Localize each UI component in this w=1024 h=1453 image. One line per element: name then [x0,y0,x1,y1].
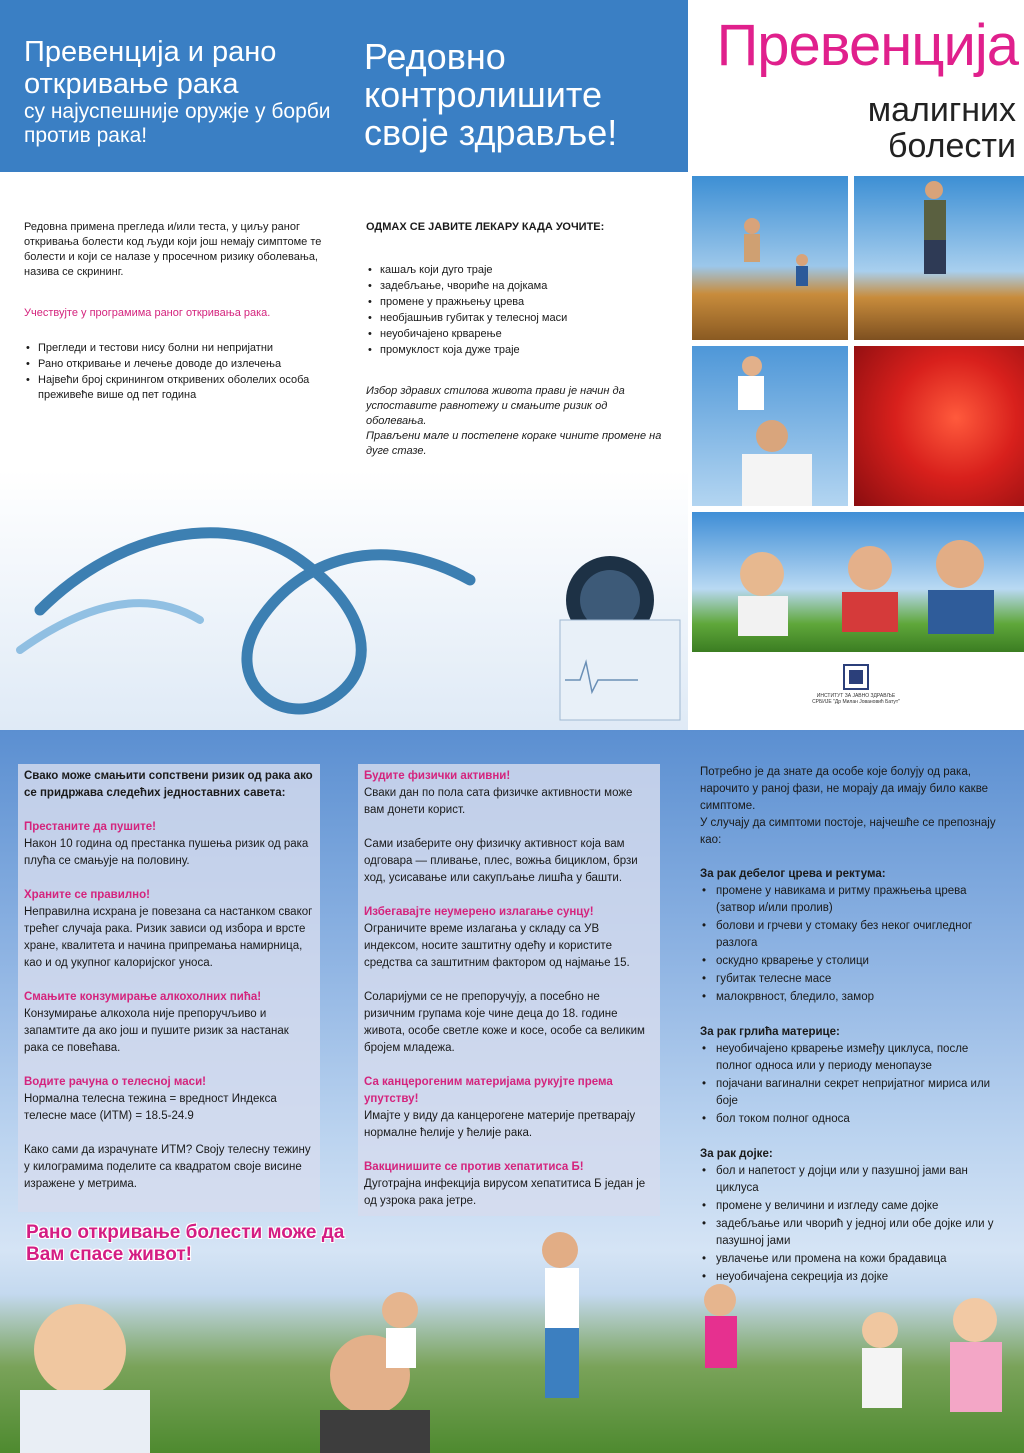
family-on-grass-photo [692,512,1024,652]
stethoscope-image [0,470,688,730]
tip-body: Нормална телесна тежина = вредност Индекса телесне масе (ИТМ) = 18.5-24.9 [24,1093,277,1122]
list-item: • неуобичајено крварење између циклуса, после полног односа или у периоду менопаузе [700,1041,1006,1075]
tip-title: Престаните да пушите! [24,821,156,833]
institute-logo [812,664,900,705]
lifestyle-note: Избор здравих стилова живота прави је начин да успоставите равнотежу и смањите ризик од оболевања. [366,385,625,427]
blue-header-band [0,0,688,172]
list-item: • болови и грчеви у стомаку без неког очигледног разлога [700,918,1006,952]
tip-title: Храните се правилно! [24,889,150,901]
headline-center: Редовно контролишите своје здравље! [364,36,618,153]
symptom-list [700,1163,1006,1286]
list-item: • бол и напетост у дојци или у пазушној јами ван циклуса [700,1163,1006,1197]
list-item: • бол током полног односа [700,1111,1006,1128]
tip-section [364,836,654,887]
tip-title: Вакцинишите се против хепатитиса Б! [364,1161,584,1173]
headline-left-main: Превенција и рано откривање рака [24,36,277,100]
tip-body: Сваки дан по пола сата физичке активности може вам донети корист. [364,787,633,816]
tip-title: Водите рачуна о телесној маси! [24,1076,206,1088]
warning-bullets [366,263,666,358]
tip-section [364,989,654,1057]
healthy-habits-panel [358,764,660,1216]
screening-column [24,220,324,404]
tip-section [24,819,314,870]
screening-callout: Учествујте у програмима раног откривања рака. [24,307,271,319]
tip-title: Смањите конзумирање алкохолних пића! [24,991,262,1003]
list-item: • кашаљ који дуго траје [366,263,666,278]
list-item: • промуклост која дуже траје [366,343,666,358]
warning-signs-column [366,220,666,459]
family-jumping-photo [692,176,848,340]
risk-reduction-header: Свако може смањити сопствени ризик од рака ако се придржава следећих једноставних савета: [24,770,313,799]
list-item: • промене у величини и изгледу саме дојке [700,1198,1006,1215]
list-item: • задебљање или чворић у једној или обе дојке или у пазушној јами [700,1216,1006,1250]
tip-body: Ограничите време излагања у складу са УВ индексом, носите заштитну одећу и користите средства са заштитним фактором од најмање 15. [364,923,630,969]
symptom-group-title: За рак дојке: [700,1148,773,1160]
list-item: • промене у пражњењу црева [366,295,666,310]
symptoms-intro-2: У случају да симптоми постоје, најчешће се препознају као: [700,817,996,846]
tip-body: Конзумирање алкохола није препоручљиво и запамтите да ако још и пушите ризик за настанак рака се повећава. [24,1008,289,1054]
symptom-list [700,1041,1006,1128]
symptoms-intro: Потребно је да знате да особе које болују од рака, нарочито у раној фази, не морају да имају било какве симптоме. [700,766,989,812]
red-fruit-photo [854,346,1024,506]
list-item: • Прегледи и тестови нису болни ни непријатни [24,341,324,356]
slogan: Рано откривање болести може да Вам спасе живот! [26,1222,345,1265]
brochure-subtitle: малигних болести [867,91,1016,165]
symptoms-column [700,764,1006,1287]
tip-section [364,1074,654,1142]
tip-body: Неправилна исхрана је повезана са настанком сваког трећег случаја рака. Ризик зависи од избора и врсте хране, квалитета и начина припремања намирница, као и од укупног калоријског уноса. [24,906,313,969]
tip-body: Дуготрајна инфекција вирусом хепатитиса Б један је од узрока рака јетре. [364,1178,646,1207]
symptom-list [700,883,1006,1006]
father-lifting-child-photo [692,346,848,506]
screening-intro: Редовна примена прегледа и/или теста, у циљу раног откривања болести код људи који још немају симптоме те болести и који се налазе у просечном ризику оболевања, назива се скрининг. [24,221,322,278]
list-item: • Највећи број скринингом откривених оболелих особа преживеће више од пет година [24,373,324,403]
tip-section [24,1074,314,1125]
tip-title: Будите физички активни! [364,770,511,782]
list-item: • задебљање, чвориће на дојкама [366,279,666,294]
list-item: • неуобичајено крварење [366,327,666,342]
symptom-group-title: За рак грлића материце: [700,1026,840,1038]
warning-caption: ОДМАХ СЕ ЈАВИТЕ ЛЕКАРУ КАДА УОЧИТЕ: [366,221,605,233]
tip-section [24,989,314,1057]
institute-emblem-icon [843,664,869,690]
tip-section [364,904,654,972]
tip-body: Сами изаберите ону физичку активност која вам одговара — пливање, плес, вожња бициклом, брзи ход, усисавање или сакупљање лишћа у башти. [364,838,638,884]
tip-section [364,1159,654,1210]
list-item: • необјашњив губитак у телесној маси [366,311,666,326]
small-steps-note: Прављени мале и постепене кораке чините промене на дуге стазе. [366,430,662,457]
headline-left [24,36,354,148]
screening-bullets [24,341,324,403]
risk-reduction-panel [18,764,320,1212]
tip-title: Избегавајте неумерено излагање сунцу! [364,906,594,918]
father-jumping-photo [854,176,1024,340]
list-item: • увлачење или промена на кожи брадавица [700,1251,1006,1268]
bmi-howto: Како сами да израчунате ИТМ? Своју телесну тежину у килограмима поделите са квадратом своје висине изражене у метрима. [24,1144,311,1190]
brochure-title: Превенција [716,13,1018,78]
brochure-back [0,730,1024,1453]
list-item: • оскудно крварење у столици [700,953,1006,970]
institute-name: ИНСТИТУТ ЗА ЈАВНО ЗДРАВЉЕ СРБИЈЕ "Др Милан Јовановић Батут" [812,693,900,705]
list-item: • губитак телесне масе [700,971,1006,988]
list-item: • Рано откривање и лечење доводе до излечења [24,357,324,372]
tip-body: Соларијуми се не препоручују, а посебно не ризичним групама које чине деца до 18. године живота, особе светле коже и косе, особе са великим бројем младежа. [364,991,645,1054]
tip-body: Имајте у виду да канцерогене материје претварају нормалне ћелије у ћелије рака. [364,1110,636,1139]
list-item: • малокрвност, бледило, замор [700,989,1006,1006]
tip-section [364,768,654,819]
tip-body: Након 10 година од престанка пушења ризик од рака плућа се смањује на половину. [24,838,309,867]
photo-collage [688,172,1024,730]
headline-left-sub: су најуспешније оружје у борби против рака! [24,100,331,147]
tip-section [24,887,314,972]
list-item: • промене у навикама и ритму пражњења црева (затвор и/или пролив) [700,883,1006,917]
list-item: • појачани вагинални секрет непријатног мириса или боје [700,1076,1006,1110]
symptom-group-title: За рак дебелог црева и ректума: [700,868,886,880]
tip-title: Са канцерогеним материјама рукујте према упутству! [364,1076,613,1105]
list-item: • неуобичајена секреција из дојке [700,1269,1006,1286]
